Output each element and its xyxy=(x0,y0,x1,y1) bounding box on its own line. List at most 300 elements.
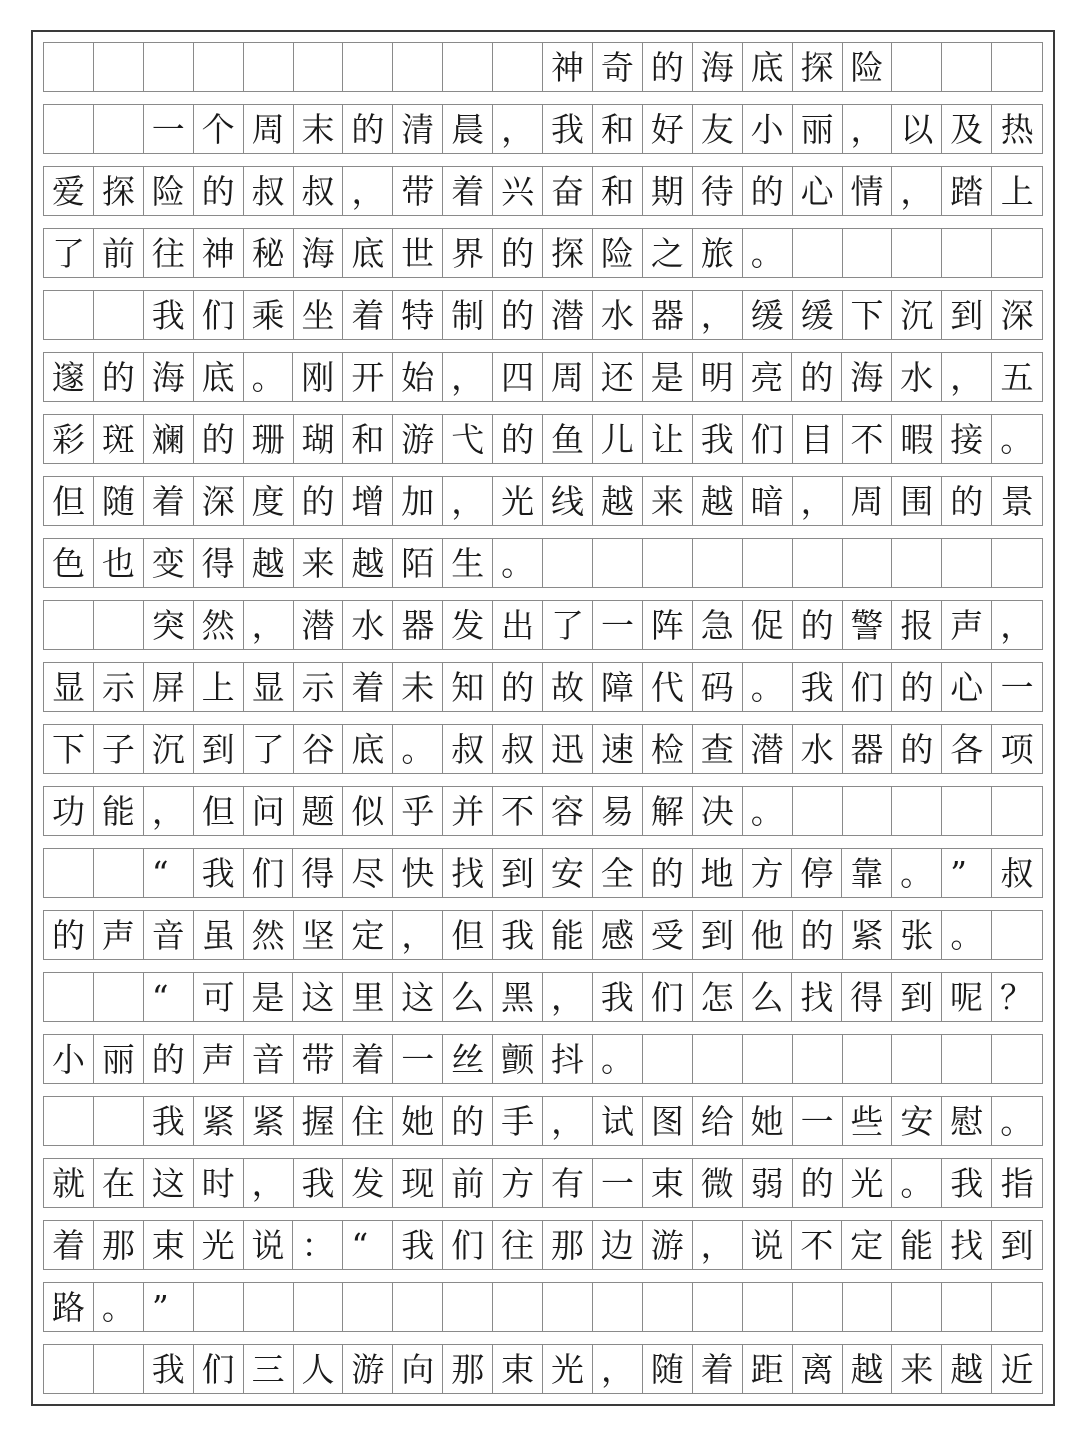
grid-cell: 们 xyxy=(843,663,893,711)
grid-cell: 能 xyxy=(543,911,593,959)
grid-cell: 线 xyxy=(543,477,593,525)
grid-cell: 以 xyxy=(892,105,942,153)
grid-cell: 急 xyxy=(693,601,743,649)
grid-cell: 他 xyxy=(743,911,793,959)
grid-cell: 随 xyxy=(94,477,144,525)
grid-cell: ， xyxy=(443,353,493,401)
grid-cell: 鱼 xyxy=(543,415,593,463)
grid-cell xyxy=(992,787,1042,835)
grid-cell: 不 xyxy=(843,415,893,463)
grid-cell xyxy=(643,539,693,587)
grid-cell: 示 xyxy=(94,663,144,711)
grid-cell: ， xyxy=(393,911,443,959)
grid-cell: 可 xyxy=(194,973,244,1021)
grid-cell: 。 xyxy=(743,787,793,835)
grid-cell: 到 xyxy=(1000,1225,1034,1265)
grid-cell: 代 xyxy=(643,663,693,711)
grid-cell: 人 xyxy=(294,1345,344,1393)
grid-cell: ， xyxy=(942,353,992,401)
grid-row xyxy=(43,352,1043,402)
grid-cell: 游 xyxy=(343,1345,393,1393)
grid-cell xyxy=(942,787,992,835)
grid-cell: 离 xyxy=(793,1345,843,1393)
grid-cell: 束 xyxy=(493,1345,543,1393)
grid-cell: 易 xyxy=(593,787,643,835)
grid-cell: 快 xyxy=(393,849,443,897)
grid-cell: 越 xyxy=(343,539,393,587)
grid-cell: 坐 xyxy=(294,291,344,339)
grid-cell: 。 xyxy=(244,353,294,401)
grid-cell xyxy=(543,539,593,587)
grid-cell: 障 xyxy=(593,663,643,711)
grid-cell xyxy=(94,601,144,649)
grid-cell: ， xyxy=(543,973,593,1021)
grid-cell: 不 xyxy=(792,1221,842,1269)
grid-cell: 显 xyxy=(244,663,294,711)
grid-cell: 明 xyxy=(693,353,743,401)
grid-cell: 险 xyxy=(843,43,893,91)
grid-cell: 们 xyxy=(194,1345,244,1393)
grid-cell: 周 xyxy=(244,105,294,153)
grid-cell: 微 xyxy=(693,1159,743,1207)
grid-cell: 个 xyxy=(194,105,244,153)
grid-cell xyxy=(942,43,992,91)
grid-cell xyxy=(593,539,643,587)
grid-cell: 水 xyxy=(892,353,942,401)
grid-cell: 海 xyxy=(144,353,194,401)
grid-cell: 的 xyxy=(443,1097,493,1145)
grid-cell: 到 xyxy=(942,291,992,339)
grid-cell xyxy=(94,105,144,153)
grid-cell: 珊 xyxy=(244,415,294,463)
grid-cell xyxy=(194,43,244,91)
grid-cell: 了 xyxy=(543,601,593,649)
grid-cell: 期 xyxy=(643,167,693,215)
grid-cell xyxy=(743,539,793,587)
grid-cell: 谷 xyxy=(294,725,344,773)
grid-cell: 越 xyxy=(843,1345,893,1393)
grid-cell: 音 xyxy=(244,1035,294,1083)
grid-cell: 定 xyxy=(343,911,393,959)
grid-cell xyxy=(44,1345,94,1393)
grid-cell: 越 xyxy=(244,539,294,587)
grid-cell xyxy=(343,43,393,91)
grid-cell: 声 xyxy=(194,1035,244,1083)
grid-cell: 底 xyxy=(343,229,393,277)
grid-cell: 也 xyxy=(94,539,144,587)
grid-cell: 探 xyxy=(793,43,843,91)
grid-cell: 光 xyxy=(194,1221,244,1269)
grid-cell xyxy=(294,43,344,91)
grid-cell: 的 xyxy=(493,663,543,711)
grid-cell xyxy=(843,1283,893,1331)
grid-cell: 小 xyxy=(44,1035,94,1083)
grid-cell: 心 xyxy=(942,663,992,711)
grid-cell: 我 xyxy=(144,1097,194,1145)
grid-cell: 的 xyxy=(493,415,543,463)
grid-cell: 似 xyxy=(343,787,393,835)
grid-cell: 音 xyxy=(144,911,194,959)
grid-row xyxy=(43,662,1043,712)
grid-cell: 到 xyxy=(892,973,942,1021)
grid-cell: 方 xyxy=(493,1159,543,1207)
grid-cell: ， xyxy=(244,601,294,649)
grid-cell: 及 xyxy=(942,105,992,153)
grid-cell: 她 xyxy=(743,1097,793,1145)
grid-cell: 解 xyxy=(643,787,693,835)
grid-cell: 一 xyxy=(793,1097,843,1145)
grid-cell: 给 xyxy=(693,1097,743,1145)
grid-row xyxy=(43,1344,1043,1394)
grid-cell: 但 xyxy=(443,911,493,959)
grid-cell: 在 xyxy=(94,1159,144,1207)
grid-cell: 丝 xyxy=(443,1035,493,1083)
grid-cell: 险 xyxy=(593,229,643,277)
grid-cell: 光 xyxy=(843,1159,893,1207)
grid-cell: 我 xyxy=(144,291,194,339)
grid-cell: 不 xyxy=(493,787,543,835)
grid-cell: 景 xyxy=(1000,481,1034,521)
grid-cell: 丽 xyxy=(793,105,843,153)
grid-cell: 水 xyxy=(593,291,643,339)
grid-cell: 一 xyxy=(593,601,643,649)
grid-cell: 奇 xyxy=(593,43,643,91)
grid-cell: 感 xyxy=(593,911,643,959)
grid-cell: 晨 xyxy=(443,105,493,153)
grid-cell: 。 xyxy=(892,849,942,897)
grid-cell: 的 xyxy=(793,1159,843,1207)
grid-cell xyxy=(493,43,543,91)
grid-cell: ” xyxy=(942,849,992,897)
grid-cell: 靠 xyxy=(842,849,892,897)
grid-cell: 情 xyxy=(843,167,893,215)
grid-cell: 路 xyxy=(44,1283,94,1331)
grid-cell: 小 xyxy=(743,105,793,153)
grid-row xyxy=(43,476,1043,526)
grid-cell: 是 xyxy=(643,353,693,401)
grid-cell: 探 xyxy=(94,167,144,215)
grid-cell: 往 xyxy=(144,229,194,277)
grid-cell: 围 xyxy=(892,477,942,525)
grid-cell: 海 xyxy=(842,353,892,401)
grid-cell: 潜 xyxy=(743,725,793,773)
grid-cell: 。 xyxy=(593,1035,643,1083)
grid-cell: 险 xyxy=(144,167,194,215)
grid-cell: 上 xyxy=(1000,171,1034,211)
grid-cell: 世 xyxy=(393,229,443,277)
grid-cell: 这 xyxy=(293,973,343,1021)
grid-cell: 往 xyxy=(493,1221,543,1269)
grid-cell: ， xyxy=(543,1097,593,1145)
grid-cell: 那 xyxy=(443,1345,493,1393)
grid-cell: ， xyxy=(343,167,393,215)
grid-cell: 我 xyxy=(194,849,244,897)
grid-cell: 并 xyxy=(443,787,493,835)
grid-cell: 迅 xyxy=(543,725,593,773)
grid-cell: ” xyxy=(144,1283,194,1331)
grid-cell: ， xyxy=(493,105,543,153)
grid-cell: 器 xyxy=(843,725,893,773)
grid-cell xyxy=(892,1035,942,1083)
grid-cell: 警 xyxy=(843,601,893,649)
grid-cell: 沉 xyxy=(144,725,194,773)
grid-cell: 到 xyxy=(493,849,543,897)
grid-cell: 增 xyxy=(343,477,393,525)
grid-cell: 旅 xyxy=(693,229,743,277)
grid-row xyxy=(43,538,1043,588)
grid-cell: 然 xyxy=(194,601,244,649)
grid-cell: 弋 xyxy=(443,415,493,463)
grid-cell: ： xyxy=(293,1221,343,1269)
grid-cell: 题 xyxy=(294,787,344,835)
grid-cell: 开 xyxy=(343,353,393,401)
grid-cell: 友 xyxy=(693,105,743,153)
grid-cell: 的 xyxy=(892,725,942,773)
grid-cell: 的 xyxy=(194,167,244,215)
grid-cell: 着 xyxy=(343,663,393,711)
grid-cell: 我 xyxy=(942,1159,992,1207)
grid-cell xyxy=(44,291,94,339)
grid-cell: 容 xyxy=(543,787,593,835)
grid-cell: 邃 xyxy=(44,353,94,401)
grid-cell: ， xyxy=(693,1221,743,1269)
grid-cell: 陌 xyxy=(393,539,443,587)
grid-cell xyxy=(294,1283,344,1331)
grid-cell: 底 xyxy=(743,43,793,91)
grid-cell: 报 xyxy=(892,601,942,649)
grid-cell: 。 xyxy=(743,663,793,711)
grid-cell: 叔 xyxy=(244,167,294,215)
grid-cell: ， xyxy=(144,787,194,835)
grid-cell xyxy=(892,43,942,91)
grid-cell: 的 xyxy=(942,477,992,525)
grid-cell: 突 xyxy=(144,601,194,649)
grid-cell: 三 xyxy=(244,1345,294,1393)
grid-cell xyxy=(942,539,992,587)
grid-cell: 器 xyxy=(643,291,693,339)
grid-cell xyxy=(793,539,843,587)
grid-cell: 我 xyxy=(393,1221,443,1269)
grid-cell: 示 xyxy=(294,663,344,711)
grid-cell: 爱 xyxy=(44,167,94,215)
grid-cell: 色 xyxy=(44,539,94,587)
grid-cell xyxy=(892,1283,942,1331)
grid-cell xyxy=(992,1035,1042,1083)
grid-cell: 试 xyxy=(593,1097,643,1145)
grid-cell: 地 xyxy=(693,849,743,897)
grid-cell: 虽 xyxy=(194,911,244,959)
grid-cell: 现 xyxy=(393,1159,443,1207)
grid-cell: 海 xyxy=(693,43,743,91)
grid-cell: 受 xyxy=(643,911,693,959)
grid-cell: 出 xyxy=(493,601,543,649)
grid-cell: 光 xyxy=(543,1345,593,1393)
grid-row xyxy=(43,910,1043,960)
grid-cell: 神 xyxy=(194,229,244,277)
grid-cell: 能 xyxy=(892,1221,942,1269)
grid-cell xyxy=(743,1035,793,1083)
grid-cell: 时 xyxy=(194,1159,244,1207)
grid-cell: 着 xyxy=(343,1035,393,1083)
grid-cell xyxy=(194,1283,244,1331)
grid-cell: 儿 xyxy=(593,415,643,463)
grid-cell: 是 xyxy=(244,973,294,1021)
grid-cell xyxy=(94,291,144,339)
grid-cell xyxy=(843,787,893,835)
grid-cell: 心 xyxy=(793,167,843,215)
grid-cell: 深 xyxy=(194,477,244,525)
grid-cell xyxy=(942,229,992,277)
grid-cell: 丽 xyxy=(94,1035,144,1083)
grid-cell: 前 xyxy=(94,229,144,277)
grid-cell: 坚 xyxy=(294,911,344,959)
grid-cell: 紧 xyxy=(843,911,893,959)
grid-cell: 得 xyxy=(293,849,343,897)
grid-cell: 发 xyxy=(343,1159,393,1207)
grid-cell: 海 xyxy=(294,229,344,277)
grid-cell: 停 xyxy=(792,849,842,897)
title-row xyxy=(43,42,1043,92)
grid-cell: 叔 xyxy=(1000,853,1034,893)
grid-cell: 特 xyxy=(393,291,443,339)
grid-cell xyxy=(94,849,144,897)
grid-cell: 我 xyxy=(593,973,643,1021)
grid-cell: 能 xyxy=(94,787,144,835)
grid-cell: 奋 xyxy=(543,167,593,215)
grid-cell: 项 xyxy=(1000,729,1034,769)
grid-cell: 的 xyxy=(144,1035,194,1083)
grid-cell: 的 xyxy=(493,291,543,339)
grid-cell: 尽 xyxy=(343,849,393,897)
grid-cell: 潜 xyxy=(543,291,593,339)
grid-cell: 水 xyxy=(793,725,843,773)
grid-row xyxy=(43,1034,1043,1084)
grid-cell: 生 xyxy=(443,539,493,587)
grid-row xyxy=(43,786,1043,836)
grid-cell: 阵 xyxy=(643,601,693,649)
grid-row xyxy=(43,104,1043,154)
grid-cell: 前 xyxy=(443,1159,493,1207)
grid-cell: 和 xyxy=(593,167,643,215)
grid-cell: 向 xyxy=(393,1345,443,1393)
grid-cell: 们 xyxy=(244,849,294,897)
grid-cell: 的 xyxy=(94,353,144,401)
grid-cell: 着 xyxy=(44,1221,94,1269)
grid-cell: 周 xyxy=(843,477,893,525)
grid-cell: 她 xyxy=(393,1097,443,1145)
grid-cell: 的 xyxy=(793,911,843,959)
grid-cell xyxy=(643,1035,693,1083)
grid-cell: 。 xyxy=(493,539,543,587)
grid-cell: 和 xyxy=(343,415,393,463)
grid-cell: 到 xyxy=(693,911,743,959)
grid-cell: 束 xyxy=(144,1221,194,1269)
grid-cell: 说 xyxy=(244,1221,294,1269)
grid-cell xyxy=(793,1035,843,1083)
grid-cell xyxy=(44,849,94,897)
grid-cell xyxy=(942,1283,992,1331)
grid-cell xyxy=(743,1283,793,1331)
grid-cell: 各 xyxy=(942,725,992,773)
grid-row xyxy=(43,724,1043,774)
grid-cell: 。 xyxy=(1000,419,1034,459)
grid-cell: 的 xyxy=(792,353,842,401)
grid-row xyxy=(43,1158,1043,1208)
grid-cell: ， xyxy=(892,167,942,215)
grid-cell: 彩 xyxy=(44,415,94,463)
grid-cell: 越 xyxy=(593,477,643,525)
grid-cell: 斑 xyxy=(94,415,144,463)
grid-cell xyxy=(843,1035,893,1083)
grid-cell: 说 xyxy=(743,1221,793,1269)
grid-cell: 让 xyxy=(643,415,693,463)
grid-cell: 叔 xyxy=(493,725,543,773)
grid-cell: ？ xyxy=(999,977,1033,1017)
grid-row xyxy=(43,290,1043,340)
grid-cell: 的 xyxy=(194,415,244,463)
grid-cell: 四 xyxy=(493,353,543,401)
grid-cell: 一 xyxy=(1000,667,1034,707)
grid-cell: 暇 xyxy=(892,415,942,463)
grid-row xyxy=(43,848,1043,898)
grid-cell: 光 xyxy=(493,477,543,525)
grid-cell xyxy=(44,1097,94,1145)
grid-cell xyxy=(892,229,942,277)
grid-cell: 清 xyxy=(393,105,443,153)
grid-cell: 深 xyxy=(1000,295,1034,335)
grid-cell: 的 xyxy=(44,911,94,959)
grid-cell xyxy=(443,43,493,91)
grid-cell xyxy=(44,105,94,153)
grid-cell xyxy=(543,1283,593,1331)
grid-cell: 促 xyxy=(743,601,793,649)
grid-cell: 我 xyxy=(144,1345,194,1393)
grid-cell: 指 xyxy=(1000,1163,1034,1203)
grid-cell xyxy=(94,973,144,1021)
grid-cell xyxy=(94,1097,144,1145)
grid-cell: 那 xyxy=(94,1221,144,1269)
grid-cell: 越 xyxy=(693,477,743,525)
grid-cell: 颤 xyxy=(493,1035,543,1083)
grid-cell: 方 xyxy=(743,849,793,897)
grid-cell: 些 xyxy=(843,1097,893,1145)
grid-cell xyxy=(992,43,1042,91)
grid-cell: 兴 xyxy=(493,167,543,215)
grid-cell: 探 xyxy=(543,229,593,277)
grid-cell: 就 xyxy=(44,1159,94,1207)
grid-cell: 。 xyxy=(942,911,992,959)
grid-cell: 。 xyxy=(1000,1101,1034,1141)
grid-cell: 住 xyxy=(343,1097,393,1145)
grid-cell xyxy=(693,1283,743,1331)
grid-cell: 好 xyxy=(643,105,693,153)
grid-cell: 始 xyxy=(393,353,443,401)
grid-cell: 码 xyxy=(693,663,743,711)
grid-cell: 上 xyxy=(194,663,244,711)
grid-cell: 子 xyxy=(94,725,144,773)
grid-cell: 未 xyxy=(393,663,443,711)
grid-cell xyxy=(843,539,893,587)
grid-cell xyxy=(244,43,294,91)
grid-cell xyxy=(343,1283,393,1331)
grid-cell xyxy=(942,1035,992,1083)
grid-cell: 来 xyxy=(294,539,344,587)
grid-cell xyxy=(593,1283,643,1331)
grid-cell: 弱 xyxy=(743,1159,793,1207)
grid-cell: 近 xyxy=(1000,1349,1034,1389)
grid-cell: 和 xyxy=(593,105,643,153)
grid-cell: 乘 xyxy=(244,291,294,339)
